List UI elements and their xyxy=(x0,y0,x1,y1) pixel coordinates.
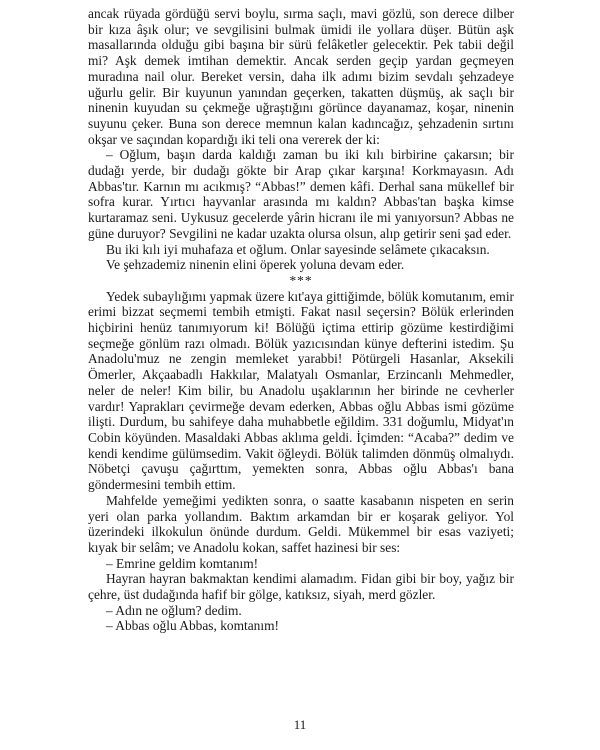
paragraph: ancak rüyada gördüğü servi boylu, sırma saçlı, mavi gözlü, son derece dilber bir kıza âşık olur; ve sevgilisini bulmak ümidi ile yollara düşer. Bütün aşk masallarında olduğu gibi başına bir sürü felâketler gelecektir. Pek tabii değil mi? Aşk demek imtihan demektir. Ancak serden geçip yardan geçmeyen muradına nail olur. Bereket versin, daha ilk adımı bizim sevdalı şehzadeye uğurlu gelir. Bir kuyunun yanından geçerken, takatten düşmüş, ak saçlı bir ninenin kuyudan su çekmeğe uğraştığını görünce dayanamaz, koşar, ninenin suyunu çeker. Buna son derece memnun kalan kadıncağız, şehzadenin sırtını okşar ve saçından kopardığı iki teli ona vererek der ki: xyxy=(88,6,514,147)
paragraph: Yedek subaylığımı yapmak üzere kıt'aya gittiğimde, bölük komutanım, emir erimi bizzat seçmemi tembih etmişti. Fakat nasıl seçersin? Bölük erlerinden hiçbirini henüz tanımıyorum ki! Bölüğü içtima ettirip gözüme kestirdiğimi seçmeğe gönlüm razı olmadı. Bölük yazıcısından künye defterini istedim. Şu Anadolu'muz ne zengin memleket yarabbi! Pötürgeli Hasanlar, Aksekili Ömerler, Akçaabadlı Hakkılar, Malatyalı Osmanlar, Erzincanlı Mehmedler, neler de neler! Kim bilir, bu Anadolu uşaklarının her birinde ne cevherler vardır! Yaprakları çevirmeğe devam ederken, Abbas oğlu Abbas ismi gözüme ilişti. Durdum, bu sahifeye daha muhabbetle eğildim. 331 doğumlu, Midyat'ın Cobin köyünden. Masaldaki Abbas aklıma geldi. İçimden: “Acaba?” dedim ve kendi kendime gülümsedim. Vakit öğleydi. Bölük talimden dönmüş olmalıydı. Nöbetçi çavuşu çağırttım, yemekten sonra, Abbas oğlu Abbas'ı bana göndermesini tembih ettim. xyxy=(88,288,514,493)
body-text xyxy=(88,6,514,634)
dialogue-line: – Oğlum, başın darda kaldığı zaman bu iki kılı birbirine çakarsın; bir dudağı yerde, bir dudağı gökte bir Arap çıkar karşına! Korkmayasın. Adı Abbas'tır. Karnın mı acıkmış? “Abbas!” demen kâfi. Derhal sana mükellef bir sofra kurar. Yırtıcı hayvanlar arasında mı kaldın? Abbas'tan başka kimse kurtaramaz seni. Uykusuz gecelerde yârin hicranı ile mi yanıyorsun? Abbas ne güne duruyor? Sevgilini ne kadar uzakta olursa olsun, alıp getirir seni şad eder. xyxy=(88,147,514,241)
dialogue-line: – Abbas oğlu Abbas, komtanım! xyxy=(106,618,279,634)
paragraph: Ve şehzademiz ninenin elini öperek yoluna devam eder. xyxy=(106,257,405,273)
paragraph: Bu iki kılı iyi muhafaza et oğlum. Onlar sayesinde selâmete çıkacaksın. xyxy=(106,241,490,257)
paragraph: Mahfelde yemeğimi yedikten sonra, o saatte kasabanın nispeten en serin yeri olan parka yollandım. Baktım arkamdan bir er koşarak geliyor. Yol üzerindeki ilkokulun önünde durdum. Geldi. Mükemmel bir esas vaziyeti; kıyak bir selâm; ve Anadolu kokan, saffet hazinesi bir ses: xyxy=(88,492,514,555)
section-separator: *** xyxy=(289,272,313,288)
dialogue-line: – Adın ne oğlum? dedim. xyxy=(106,602,242,618)
page-number: 11 xyxy=(293,717,307,732)
paragraph: Hayran hayran bakmaktan kendimi alamadım. Fidan gibi bir boy, yağız bir çehre, üst dudağında hafif bir gölge, katıksız, siyah, merd gözler. xyxy=(88,571,514,603)
dialogue-line: – Emrine geldim komtanım! xyxy=(106,555,259,571)
